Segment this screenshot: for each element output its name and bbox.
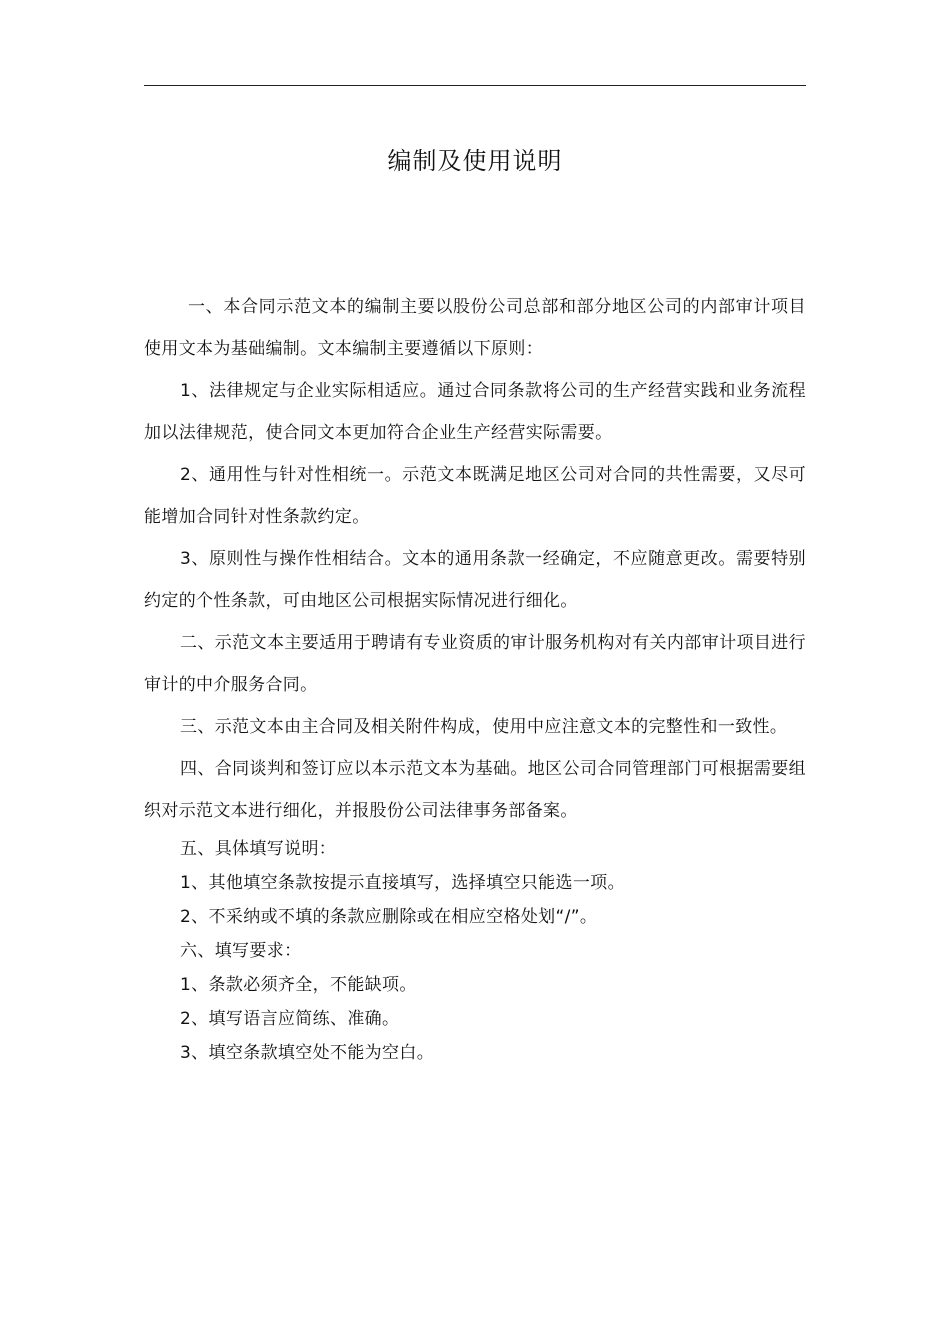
list-item-3: 2、不采纳或不填的条款应删除或在相应空格处划“/”。 — [180, 907, 598, 927]
list-item-1: 五、具体填写说明： — [180, 839, 337, 859]
paragraph-6: 三、示范文本由主合同及相关附件构成，使用中应注意文本的完整性和一致性。 — [180, 717, 788, 737]
list-item-5: 1、条款必须齐全，不能缺项。 — [180, 975, 417, 995]
paragraph-3: 2、通用性与针对性相统一。示范文本既满足地区公司对合同的共性需要，又尽可能增加合同针对性条款约定。 — [144, 465, 806, 527]
paragraph-4: 3、原则性与操作性相结合。文本的通用条款一经确定，不应随意更改。需要特别约定的个性条款，可由地区公司根据实际情况进行细化。 — [144, 549, 806, 611]
paragraph-5: 二、示范文本主要适用于聘请有专业资质的审计服务机构对有关内部审计项目进行审计的中介服务合同。 — [144, 633, 806, 695]
list-item-6: 2、填写语言应简练、准确。 — [180, 1009, 400, 1029]
paragraph-1: 一、本合同示范文本的编制主要以股份公司总部和部分地区公司的内部审计项目使用文本为基础编制。文本编制主要遵循以下原则： — [144, 297, 806, 359]
list-item-2: 1、其他填空条款按提示直接填写，选择填空只能选一项。 — [180, 873, 625, 893]
paragraph-7: 四、合同谈判和签订应以本示范文本为基础。地区公司合同管理部门可根据需要组织对示范文本进行细化，并报股份公司法律事务部备案。 — [144, 759, 806, 821]
paragraph-2: 1、法律规定与企业实际相适应。通过合同条款将公司的生产经营实践和业务流程加以法律规范，使合同文本更加符合企业生产经营实际需要。 — [144, 381, 806, 443]
list-item-7: 3、填空条款填空处不能为空白。 — [180, 1043, 435, 1063]
list-item-4: 六、填写要求： — [180, 941, 302, 961]
header-rule — [144, 85, 806, 86]
document-body — [144, 286, 806, 1070]
page-title: 编制及使用说明 — [387, 147, 563, 175]
